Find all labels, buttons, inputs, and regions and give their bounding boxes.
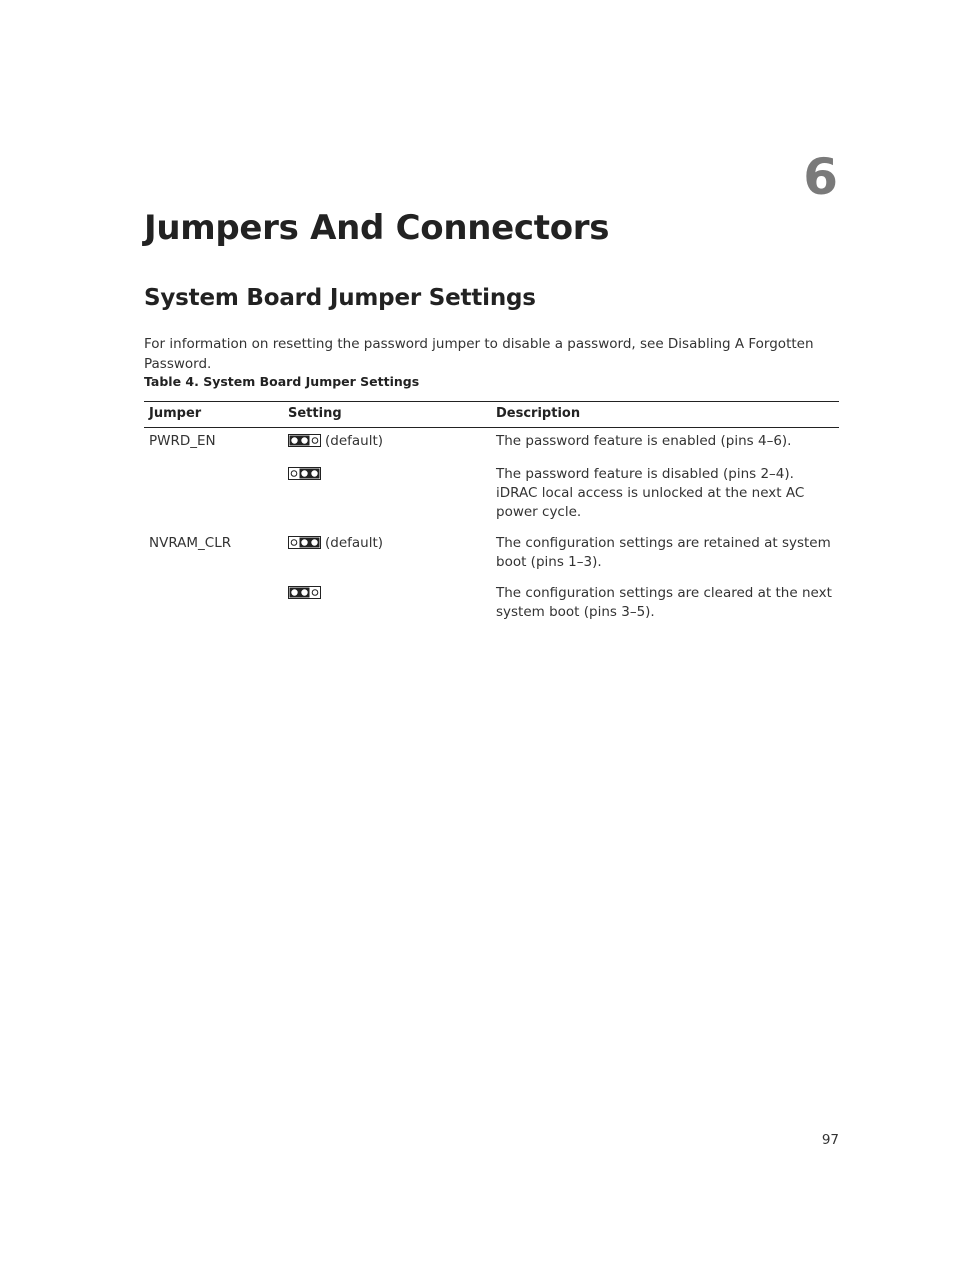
table-row [144,530,839,580]
intro-paragraph: For information on resetting the password jumper to disable a password, see Disabling A Forgotten Password. [144,336,814,372]
table-row [144,428,839,462]
jumper-settings-table [144,401,839,630]
jumper-description: The password feature is disabled (pins 2–4). iDRAC local access is unlocked at the next AC power cycle. [496,466,805,520]
header-jumper: Jumper [144,402,283,428]
jumper-name: PWRD_EN [149,433,216,449]
chapter-number: 6 [803,148,838,206]
jumper-name [144,461,283,530]
jumper-description: The configuration settings are cleared at the next system boot (pins 3–5). [496,585,832,620]
table-row [144,461,839,530]
section-title: System Board Jumper Settings [144,285,536,311]
jumper-description: The configuration settings are retained at system boot (pins 1–3). [496,535,831,570]
jumper-description: The password feature is enabled (pins 4–6). [496,433,792,449]
jumper-setting [283,530,491,580]
jumper-pins-right-bridged-icon [288,536,321,555]
header-description: Description [491,402,839,428]
header-setting: Setting [283,402,491,428]
jumper-pins-left-bridged-icon [288,434,321,453]
jumper-setting [283,428,491,462]
page-number: 97 [821,1132,839,1148]
table-caption: Table 4. System Board Jumper Settings [144,374,420,389]
jumper-name [144,580,283,630]
setting-note: (default) [325,433,384,449]
jumper-setting [283,461,491,530]
jumper-pins-left-bridged-icon [288,586,321,605]
jumper-pins-right-bridged-icon [288,467,321,486]
jumper-setting [283,580,491,630]
table-row [144,580,839,630]
setting-note: (default) [325,535,384,551]
chapter-title: Jumpers And Connectors [144,208,610,248]
jumper-name: NVRAM_CLR [149,535,232,551]
table-header-row [144,402,839,428]
